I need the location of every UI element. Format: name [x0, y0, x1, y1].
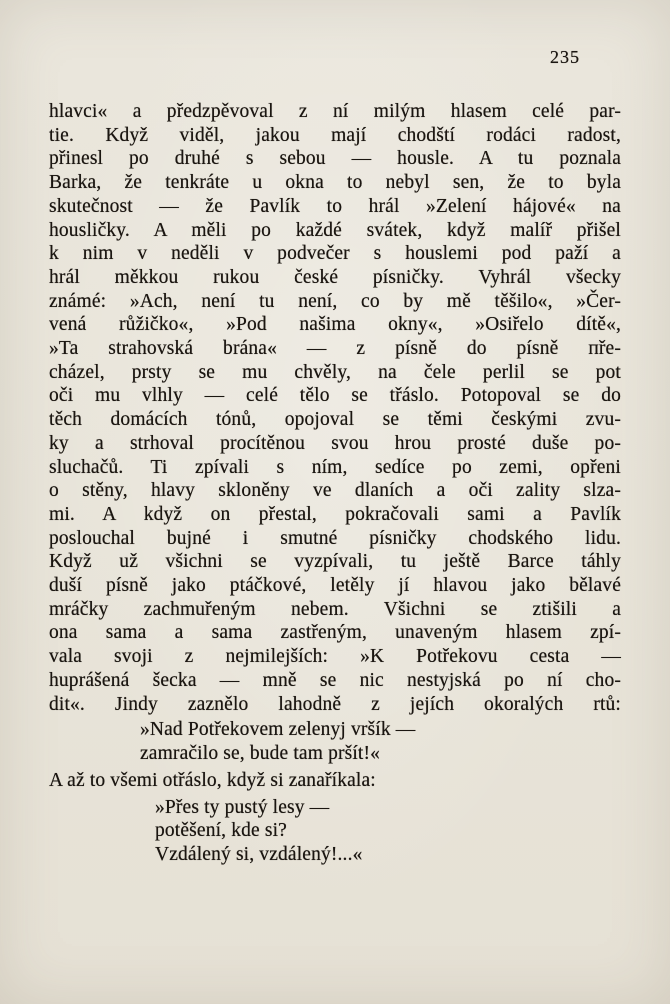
text-line: k nim v neděli v podvečer s houslemi pod paží a — [49, 243, 621, 265]
text-line: Barka, že tenkráte u okna to nebyl sen, že to byla — [49, 172, 621, 194]
text-line: přinesl po druhé s sebou — housle. A tu poznala — [49, 148, 621, 170]
verse-2 — [155, 796, 621, 867]
verse-line: Vzdálený si, vzdálený!...« — [155, 843, 363, 865]
text-line: oči mu vlhly — celé tělo se třáslo. Potopoval se do — [49, 385, 621, 407]
text-line: dit«. Jindy zaznělo lahodně z jejích okoralých rtů: — [49, 693, 621, 715]
text-line: Když už všichni se vyzpívali, tu ještě Barce táhly — [49, 551, 621, 573]
text-line: »Ta strahovská brána« — z písně do písně пře- — [49, 338, 621, 360]
text-line: hrál měkkou rukou české písničky. Vyhrál všecky — [49, 266, 621, 288]
main-paragraph — [49, 100, 621, 716]
text-line: mi. A když on přestal, pokračovali sami a Pavlík — [49, 503, 621, 525]
verse-line: »Nad Potřekovem zelenyj vršík — — [140, 719, 416, 741]
text-line: huprášená šecka — mně se nic nestyjská po ní cho- — [49, 669, 621, 691]
text-line: vená růžičko«, »Pod našima okny«, »Osiřelo dítě«, — [49, 314, 621, 336]
text-line: poslouchal bujné i smutné písničky chodského lidu. — [49, 527, 621, 549]
text-line: sluchačů. Ti zpívali s ním, sedíce po zemi, opřeni — [49, 456, 621, 478]
text-line: vala svoji z nejmilejších: »K Potřekovu cesta — — [49, 646, 621, 668]
text-line: housličky. A měli po každé svátek, když malíř přišel — [49, 219, 621, 241]
text-line: mráčky zachmuřeným nebem. Všichni se ztišili a — [49, 598, 621, 620]
text-line: těch domácích tónů, opojoval se těmi českými zvu- — [49, 409, 621, 431]
text-line: duší písně jako ptáčkové, letěly jí hlavou jako bělavé — [49, 575, 621, 597]
text-line: známé: »Ach, není tu není, co by mě těšilo«, »Čer- — [49, 290, 621, 312]
text-line: o stěny, hlavy skloněny ve dlaních a oči zality slza- — [49, 480, 621, 502]
text-line: ona sama a sama zastřeným, unaveným hlasem zpí- — [49, 622, 621, 644]
body-text — [49, 100, 621, 866]
verse-line: potěšení, kde si? — [155, 820, 287, 842]
text-line: ky a strhoval procítěnou svou hrou prosté duše po- — [49, 432, 621, 454]
page-number: 235 — [550, 47, 580, 67]
text-line: hlavci« a předzpěvoval z ní milým hlasem celé par- — [49, 101, 621, 122]
text-line: tie. Když viděl, jakou mají chodští rodáci radost, — [49, 124, 621, 146]
verse-1 — [140, 718, 621, 765]
verse-line: »Přes ty pustý lesy — — [155, 796, 330, 818]
text-line: cházel, prsty se mu chvěly, na čele perlil se pot — [49, 361, 621, 383]
text-line: skutečnost — že Pavlík to hrál »Zelení hájové« na — [49, 195, 621, 217]
interlude-line: A až to všemi otřáslo, když si zanaříkala: — [49, 770, 376, 792]
verse-line: zamračilo se, bude tam pršít!« — [140, 742, 381, 764]
